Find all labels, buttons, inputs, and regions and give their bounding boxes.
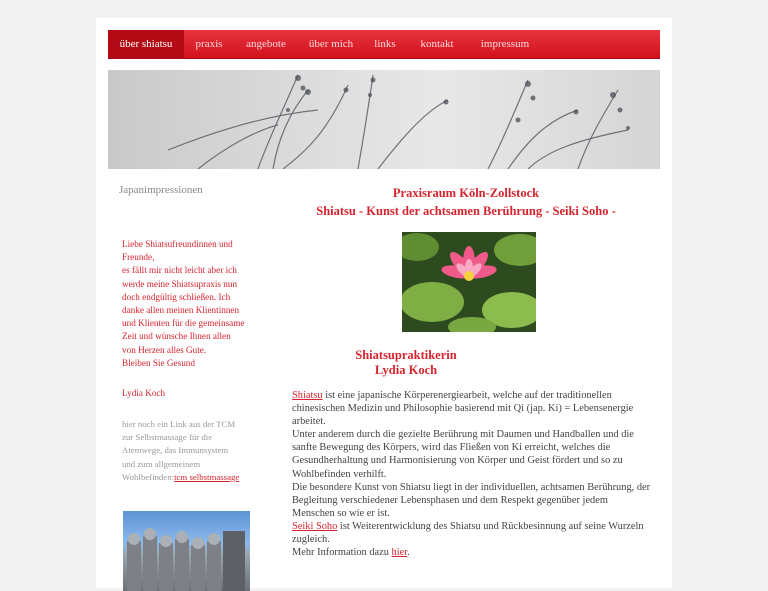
practitioner-heading: [280, 348, 532, 378]
header-banner-image: [108, 70, 660, 169]
page-title-line2: Shiatsu - Kunst der achtsamen Berührung - Seiki Soho -: [316, 204, 616, 218]
more-info-prefix: Mehr Information dazu: [292, 547, 392, 559]
seiki-soho-link[interactable]: Seiki Soho: [292, 520, 338, 532]
closing-message-line: danke allen meinen Klientinnen: [122, 305, 240, 316]
tcm-text-line: Atemwege, das Immunsystem: [122, 445, 229, 456]
intro-text: [292, 389, 652, 559]
paragraph-text: ist Weiterentwicklung des Shiatsu und Rückbesinnung auf seine Wurzeln zugleich.: [292, 520, 644, 546]
page-title: [280, 184, 652, 220]
paragraph: [292, 389, 652, 428]
lotus-flower-photo: [402, 232, 536, 332]
tcm-link-text: [122, 418, 262, 484]
nav-item-ueber-mich[interactable]: über mich: [308, 38, 354, 50]
paragraph: Unter anderem durch die gezielte Berührung mit Daumen und Handballen und die sanfte Bewegung des Körpers, wird das Fließen von Ki erreicht, welches die Gesundherhaltung und Harmonisierung von Körper und Geist fördert und so zu Wohlbefinden verhilft.: [292, 429, 634, 480]
nav-item-links[interactable]: links: [374, 38, 396, 50]
closing-message-line: von Herzen alles Gute.: [122, 344, 207, 355]
page-container: [96, 18, 672, 588]
closing-message-line: doch endgültig schließen. Ich: [122, 291, 231, 302]
closing-message-line: Freunde,: [122, 252, 155, 263]
sidebar-heading[interactable]: Japanimpressionen: [119, 184, 203, 196]
closing-message-line: Zeit und wünsche Ihnen allen: [122, 331, 231, 342]
closing-message-line: Liebe Shiatsufreundinnen und: [122, 239, 233, 249]
closing-message-line: Bleiben Sie Gesund: [122, 357, 195, 368]
paragraph: Die besondere Kunst von Shiatsu liegt in der individuellen, achtsamen Berührung, der Begleitung verschiedener Lebensphasen und dem Respekt gegenüber jedem Menschen so wie er ist.: [292, 481, 651, 519]
practitioner-title: Shiatsupraktikerin: [355, 348, 457, 362]
japan-statues-photo[interactable]: [123, 511, 250, 591]
practitioner-name: Lydia Koch: [374, 363, 438, 377]
main-nav: [108, 30, 660, 59]
nav-item-impressum[interactable]: impressum: [480, 38, 530, 50]
closing-message-line: werde meine Shiatsupraxis nun: [122, 278, 238, 289]
grass-branches-illustration: [108, 70, 660, 169]
nav-item-ueber-shiatsu[interactable]: über shiatsu: [108, 30, 184, 58]
tcm-selbstmassage-link[interactable]: tcm selbstmassage: [174, 471, 240, 482]
page-title-line1: Praxisraum Köln-Zollstock: [392, 186, 540, 200]
paragraph-text: ist eine japanische Körperenergiearbeit, welche auf der traditionellen chinesischen Medizin und Philosophie basierend mit Qi (jap. Ki) = Lebensenergie arbeitet.: [292, 390, 634, 428]
shiatsu-link[interactable]: Shiatsu: [292, 390, 323, 401]
nav-item-praxis[interactable]: praxis: [195, 38, 223, 50]
stone-statues-illustration: [123, 511, 250, 591]
tcm-text-line: hier noch ein Link aus der TCM: [122, 419, 236, 429]
closing-message-line: es fällt mir nicht leicht aber ich: [122, 265, 237, 276]
closing-message-line: und Klienten für die gemeinsame: [122, 318, 245, 329]
more-info-suffix: .: [407, 547, 410, 559]
paragraph: [292, 520, 652, 546]
closing-message: [122, 238, 257, 370]
signature: Lydia Koch: [122, 388, 166, 398]
nav-item-angebote[interactable]: angebote: [246, 38, 286, 50]
tcm-text-line: zur Selbstmassage für die: [122, 432, 213, 443]
tcm-text-line: und zum allgemeinem: [122, 458, 201, 469]
tcm-link-prefix: Wohlbefinden:: [122, 471, 175, 482]
water-lily-illustration: [402, 232, 536, 332]
paragraph: [292, 546, 652, 559]
tcm-text-line: [122, 471, 262, 484]
more-info-link[interactable]: hier: [391, 547, 408, 559]
nav-item-kontakt[interactable]: kontakt: [420, 38, 454, 50]
